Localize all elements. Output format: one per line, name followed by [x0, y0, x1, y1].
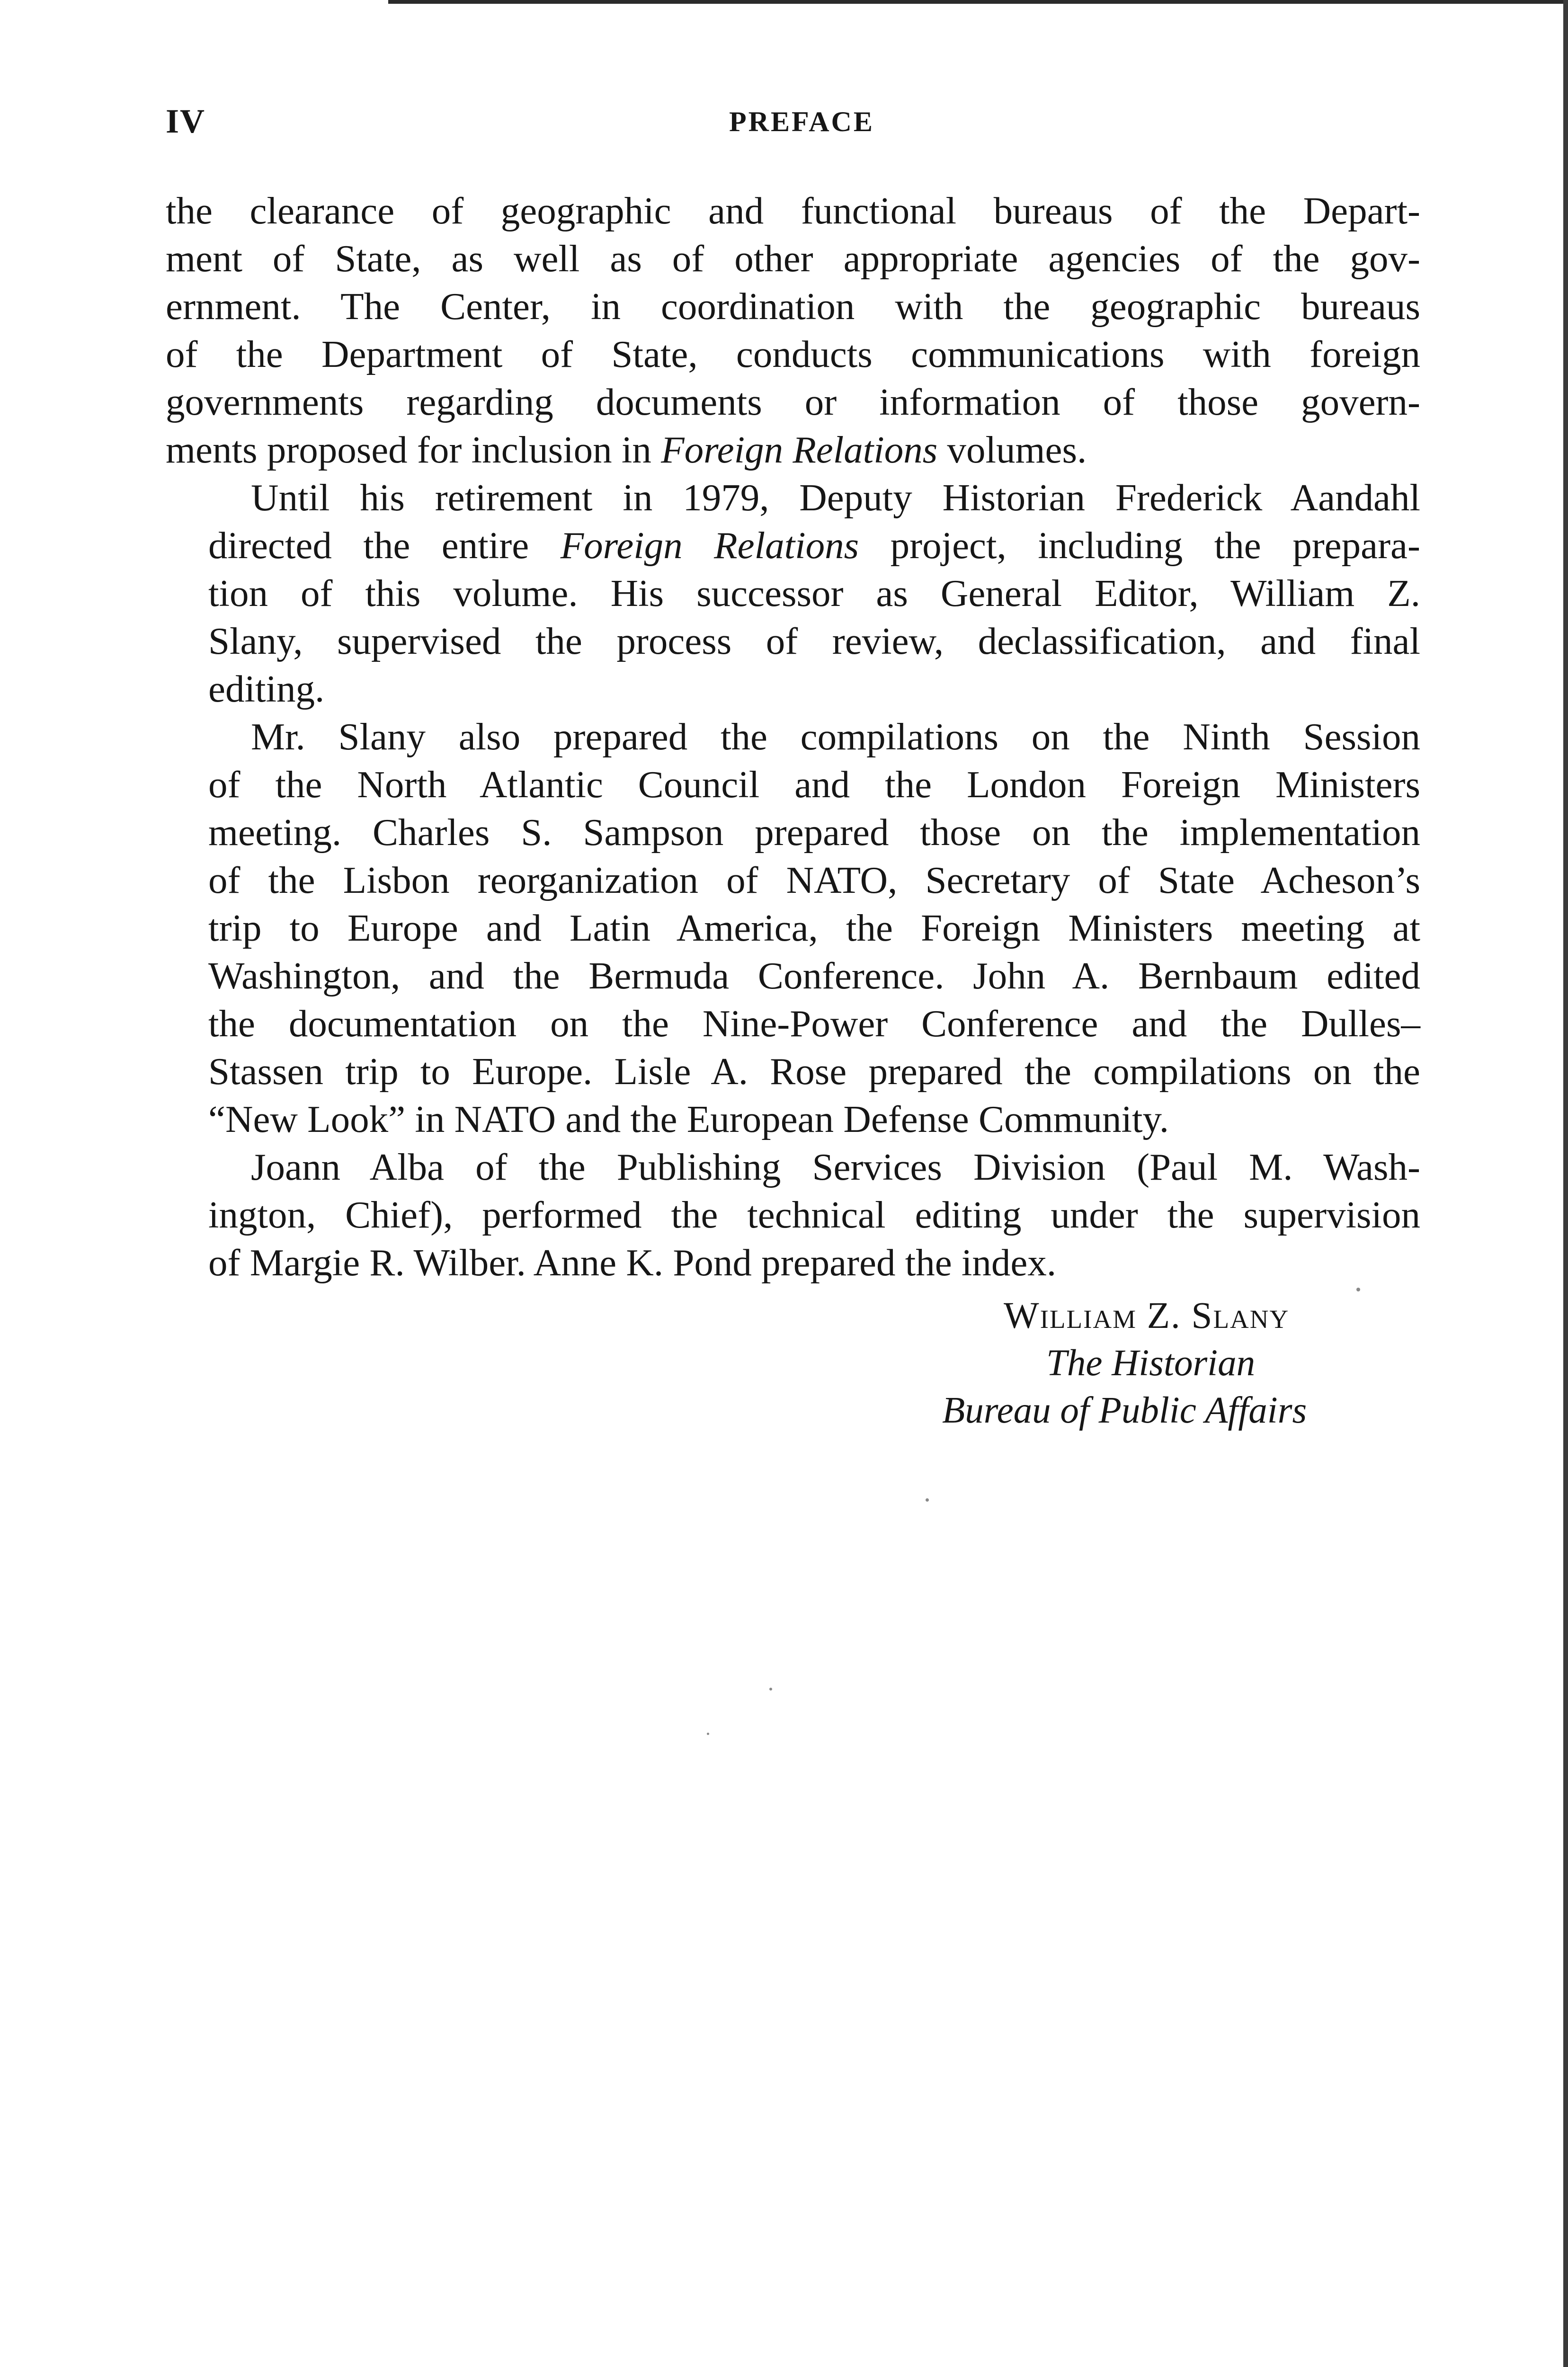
- signatory-title: The Historian: [1046, 1343, 1256, 1384]
- paragraph-1: [166, 187, 1420, 474]
- text-line: meeting. Charles S. Sampson prepared those on the implementation: [208, 811, 1420, 854]
- text-line: directed the entire Foreign Relations project, including the prepara-: [208, 524, 1420, 567]
- page-edge-top: [388, 0, 1568, 4]
- paper-speck: [926, 1498, 929, 1502]
- text-line: ment of State, as well as of other appropriate agencies of the gov-: [166, 237, 1420, 280]
- paragraph-2: [166, 474, 1420, 713]
- running-head-title: PREFACE: [729, 106, 874, 137]
- page-edge-right: [1563, 0, 1568, 2367]
- text-line: tion of this volume. His successor as General Editor, William Z.: [208, 572, 1420, 614]
- text-line: ments proposed for inclusion in Foreign Relations volumes.: [166, 428, 1087, 471]
- text-line: ington, Chief), performed the technical editing under the supervision: [208, 1193, 1420, 1236]
- page-number: IV: [166, 102, 206, 140]
- text-line: ernment. The Center, in coordination with the geographic bureaus: [166, 285, 1420, 328]
- preface-body: [166, 187, 1420, 1287]
- paragraph-4: [166, 1143, 1420, 1287]
- text-line: Slany, supervised the process of review, declassification, and final: [208, 620, 1420, 662]
- text-line: governments regarding documents or information of those govern-: [166, 381, 1420, 423]
- text-line: Stassen trip to Europe. Lisle A. Rose prepared the compilations on the: [208, 1050, 1420, 1093]
- text-line: of the Department of State, conducts communications with foreign: [166, 333, 1420, 375]
- text-line: “New Look” in NATO and the European Defense Community.: [208, 1098, 1169, 1140]
- paper-speck: [769, 1688, 772, 1691]
- text-line: trip to Europe and Latin America, the Foreign Ministers meeting at: [208, 907, 1420, 949]
- text-line: Until his retirement in 1979, Deputy Historian Frederick Aandahl: [251, 476, 1420, 519]
- text-line: Mr. Slany also prepared the compilations on the Ninth Session: [251, 715, 1420, 758]
- text-line: Joann Alba of the Publishing Services Division (Paul M. Wash-: [251, 1146, 1420, 1188]
- paper-speck: [1356, 1288, 1360, 1291]
- text-line: of Margie R. Wilber. Anne K. Pond prepared the index.: [208, 1241, 1057, 1284]
- publication-title: Foreign Relations: [560, 524, 859, 567]
- text-line: the documentation on the Nine-Power Conference and the Dulles–: [208, 1002, 1420, 1045]
- text-line: of the North Atlantic Council and the London Foreign Ministers: [208, 763, 1420, 806]
- text-line: editing.: [208, 667, 325, 710]
- publication-title: Foreign Relations: [661, 428, 938, 471]
- text-line: Washington, and the Bermuda Conference. John A. Bernbaum edited: [208, 954, 1420, 997]
- text-line: of the Lisbon reorganization of NATO, Secretary of State Acheson’s: [208, 859, 1420, 901]
- signatory-bureau: Bureau of Public Affairs: [942, 1390, 1307, 1431]
- paragraph-3: [166, 713, 1420, 1143]
- text-line: the clearance of geographic and functional bureaus of the Depart-: [166, 189, 1420, 232]
- signature-block: [923, 1292, 1420, 1434]
- signatory-name: William Z. Slany: [1004, 1295, 1290, 1336]
- paper-speck: [707, 1733, 709, 1735]
- running-head: [166, 102, 1420, 149]
